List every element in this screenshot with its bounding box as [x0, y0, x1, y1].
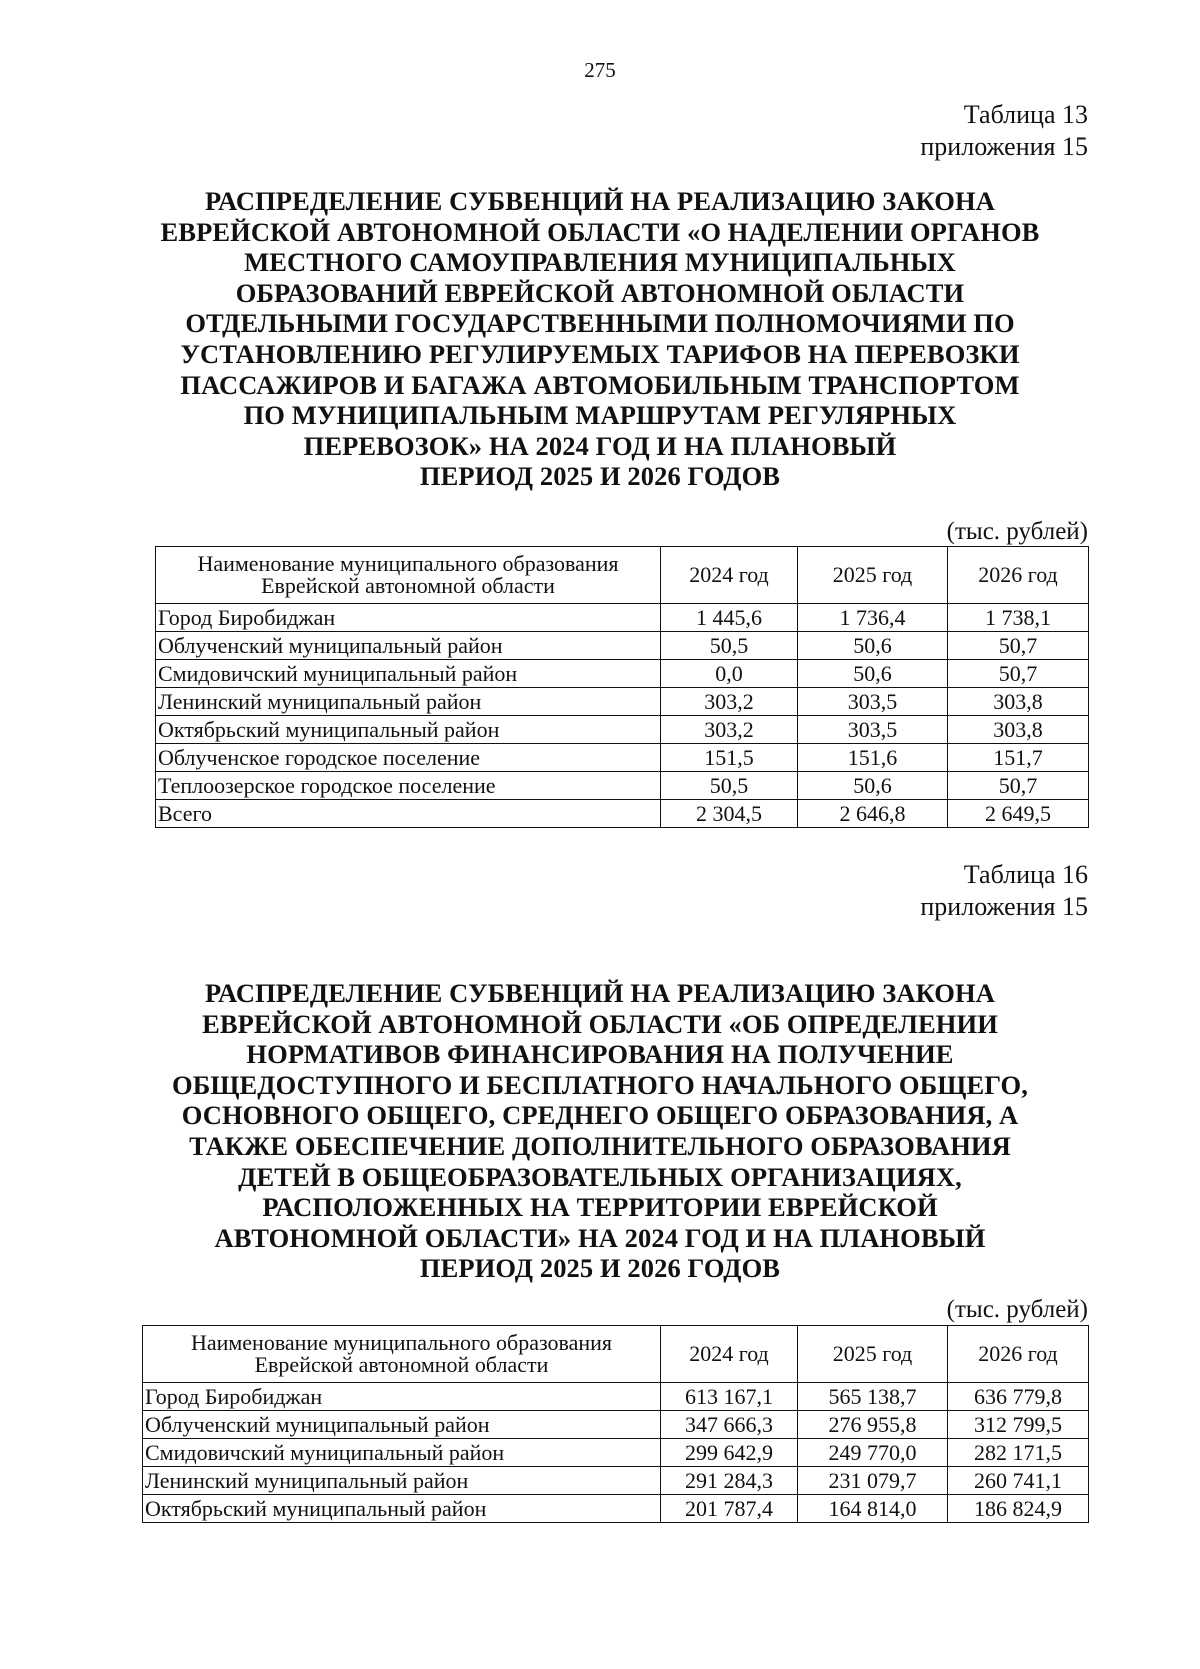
appendix-label: приложения 15 — [920, 892, 1088, 921]
cell-2024: 613 167,1 — [661, 1383, 798, 1411]
table-row — [156, 632, 1089, 660]
cell-2025: 303,5 — [798, 716, 948, 744]
title-line: ДЕТЕЙ В ОБЩЕОБРАЗОВАТЕЛЬНЫХ ОРГАНИЗАЦИЯХ, — [238, 1161, 962, 1192]
cell-2025: 231 079,7 — [798, 1467, 948, 1495]
title-line: ПО МУНИЦИПАЛЬНЫМ МАРШРУТАМ РЕГУЛЯРНЫХ — [243, 400, 957, 431]
table-16-title — [140, 978, 1060, 1284]
table-row — [156, 716, 1089, 744]
title-line: РАСПРЕДЕЛЕНИЕ СУБВЕНЦИЙ НА РЕАЛИЗАЦИЮ ЗАКОНА — [205, 978, 995, 1008]
cell-2024: 303,2 — [661, 716, 798, 744]
header-municipality: Наименование муниципального образования Еврейской автономной области — [156, 547, 661, 604]
unit-label: (тыс. рублей) — [946, 1296, 1088, 1323]
title-line: ЕВРЕЙСКОЙ АВТОНОМНОЙ ОБЛАСТИ «О НАДЕЛЕНИИ ОРГАНОВ — [160, 216, 1040, 247]
title-line: ОБЩЕДОСТУПНОГО И БЕСПЛАТНОГО НАЧАЛЬНОГО ОБЩЕГО, — [172, 1069, 1028, 1100]
cell-2026: 50,7 — [948, 660, 1089, 688]
title-line: ПЕРЕВОЗОК» НА 2024 ГОД И НА ПЛАНОВЫЙ — [303, 430, 897, 461]
header-2024: 2024 год — [661, 547, 798, 604]
table-row — [143, 1383, 1089, 1411]
cell-2026: 50,7 — [948, 772, 1089, 800]
title-line: МЕСТНОГО САМОУПРАВЛЕНИЯ МУНИЦИПАЛЬНЫХ — [244, 247, 956, 278]
appendix-label: приложения 15 — [920, 132, 1088, 161]
title-line: ОТДЕЛЬНЫМИ ГОСУДАРСТВЕННЫМИ ПОЛНОМОЧИЯМИ ПО — [185, 308, 1015, 339]
table-row — [156, 660, 1089, 688]
table-13 — [155, 546, 1089, 828]
cell-2024: 291 284,3 — [661, 1467, 798, 1495]
title-line: ПАССАЖИРОВ И БАГАЖА АВТОМОБИЛЬНЫМ ТРАНСПОРТОМ — [180, 369, 1020, 400]
title-line: ПЕРИОД 2025 И 2026 ГОДОВ — [419, 1253, 781, 1284]
table-13-reference — [920, 99, 1088, 163]
cell-2026: 2 649,5 — [948, 800, 1089, 828]
cell-name: Октябрьский муниципальный район — [156, 716, 661, 744]
cell-name: Смидовичский муниципальный район — [143, 1439, 661, 1467]
cell-2025: 249 770,0 — [798, 1439, 948, 1467]
cell-name: Ленинский муниципальный район — [143, 1467, 661, 1495]
cell-name: Город Биробиджан — [156, 604, 661, 632]
title-line: АВТОНОМНОЙ ОБЛАСТИ» НА 2024 ГОД И НА ПЛАНОВЫЙ — [214, 1222, 986, 1253]
cell-2025: 50,6 — [798, 632, 948, 660]
table-total-row — [156, 800, 1089, 828]
cell-2025: 565 138,7 — [798, 1383, 948, 1411]
cell-2024: 0,0 — [661, 660, 798, 688]
table-row — [143, 1495, 1089, 1523]
cell-2024: 299 642,9 — [661, 1439, 798, 1467]
title-line: РАСПРЕДЕЛЕНИЕ СУБВЕНЦИЙ НА РЕАЛИЗАЦИЮ ЗАКОНА — [205, 186, 995, 216]
title-line: РАСПОЛОЖЕННЫХ НА ТЕРРИТОРИИ ЕВРЕЙСКОЙ — [262, 1192, 938, 1223]
cell-2025: 50,6 — [798, 772, 948, 800]
cell-2025: 1 736,4 — [798, 604, 948, 632]
cell-2025: 276 955,8 — [798, 1411, 948, 1439]
title-line: ТАКЖЕ ОБЕСПЕЧЕНИЕ ДОПОЛНИТЕЛЬНОГО ОБРАЗОВАНИЯ — [189, 1130, 1011, 1161]
table-row — [156, 744, 1089, 772]
cell-2026: 50,7 — [948, 632, 1089, 660]
table-row — [156, 772, 1089, 800]
table-row — [156, 604, 1089, 632]
cell-2024: 50,5 — [661, 772, 798, 800]
table-row — [143, 1439, 1089, 1467]
header-municipality: Наименование муниципального образования Еврейской автономной области — [143, 1326, 661, 1383]
cell-2024: 303,2 — [661, 688, 798, 716]
header-2025: 2025 год — [798, 547, 948, 604]
cell-name: Облученский муниципальный район — [156, 632, 661, 660]
cell-2026: 151,7 — [948, 744, 1089, 772]
cell-2026: 312 799,5 — [948, 1411, 1089, 1439]
unit-label: (тыс. рублей) — [946, 518, 1088, 545]
cell-name: Ленинский муниципальный район — [156, 688, 661, 716]
title-line: УСТАНОВЛЕНИЮ РЕГУЛИРУЕМЫХ ТАРИФОВ НА ПЕРЕВОЗКИ — [180, 338, 1020, 369]
cell-2025: 50,6 — [798, 660, 948, 688]
cell-2025: 164 814,0 — [798, 1495, 948, 1523]
cell-2025: 303,5 — [798, 688, 948, 716]
title-line: ЕВРЕЙСКОЙ АВТОНОМНОЙ ОБЛАСТИ «ОБ ОПРЕДЕЛЕНИИ — [202, 1008, 998, 1039]
cell-2025: 151,6 — [798, 744, 948, 772]
table-row — [156, 688, 1089, 716]
table-13-title — [140, 186, 1060, 492]
table-header-row — [156, 547, 1089, 604]
cell-name: Облученский муниципальный район — [143, 1411, 661, 1439]
title-line: ПЕРИОД 2025 И 2026 ГОДОВ — [419, 461, 781, 492]
cell-2024: 201 787,4 — [661, 1495, 798, 1523]
cell-2026: 186 824,9 — [948, 1495, 1089, 1523]
cell-2026: 303,8 — [948, 716, 1089, 744]
cell-2026: 636 779,8 — [948, 1383, 1089, 1411]
cell-2024: 151,5 — [661, 744, 798, 772]
header-2025: 2025 год — [798, 1326, 948, 1383]
cell-2026: 303,8 — [948, 688, 1089, 716]
table-16-reference — [920, 859, 1088, 923]
page-number: 275 — [584, 58, 616, 82]
title-line: НОРМАТИВОВ ФИНАНСИРОВАНИЯ НА ПОЛУЧЕНИЕ — [246, 1039, 954, 1070]
cell-2026: 1 738,1 — [948, 604, 1089, 632]
cell-2026: 282 171,5 — [948, 1439, 1089, 1467]
header-2024: 2024 год — [661, 1326, 798, 1383]
cell-2024: 50,5 — [661, 632, 798, 660]
cell-2024: 2 304,5 — [661, 800, 798, 828]
table-header-row — [143, 1326, 1089, 1383]
table-label: Таблица 16 — [963, 860, 1088, 889]
cell-2024: 1 445,6 — [661, 604, 798, 632]
table-row — [143, 1467, 1089, 1495]
header-2026: 2026 год — [948, 1326, 1089, 1383]
cell-name: Октябрьский муниципальный район — [143, 1495, 661, 1523]
table-row — [143, 1411, 1089, 1439]
cell-2026: 260 741,1 — [948, 1467, 1089, 1495]
title-line: ОСНОВНОГО ОБЩЕГО, СРЕДНЕГО ОБЩЕГО ОБРАЗОВАНИЯ, А — [181, 1100, 1019, 1131]
cell-name: Смидовичский муниципальный район — [156, 660, 661, 688]
cell-2024: 347 666,3 — [661, 1411, 798, 1439]
table-label: Таблица 13 — [963, 100, 1088, 129]
cell-name: Всего — [156, 800, 661, 828]
header-2026: 2026 год — [948, 547, 1089, 604]
title-line: ОБРАЗОВАНИЙ ЕВРЕЙСКОЙ АВТОНОМНОЙ ОБЛАСТИ — [235, 277, 965, 308]
cell-2025: 2 646,8 — [798, 800, 948, 828]
cell-name: Город Биробиджан — [143, 1383, 661, 1411]
cell-name: Теплоозерское городское поселение — [156, 772, 661, 800]
table-16 — [142, 1325, 1089, 1523]
cell-name: Облученское городское поселение — [156, 744, 661, 772]
